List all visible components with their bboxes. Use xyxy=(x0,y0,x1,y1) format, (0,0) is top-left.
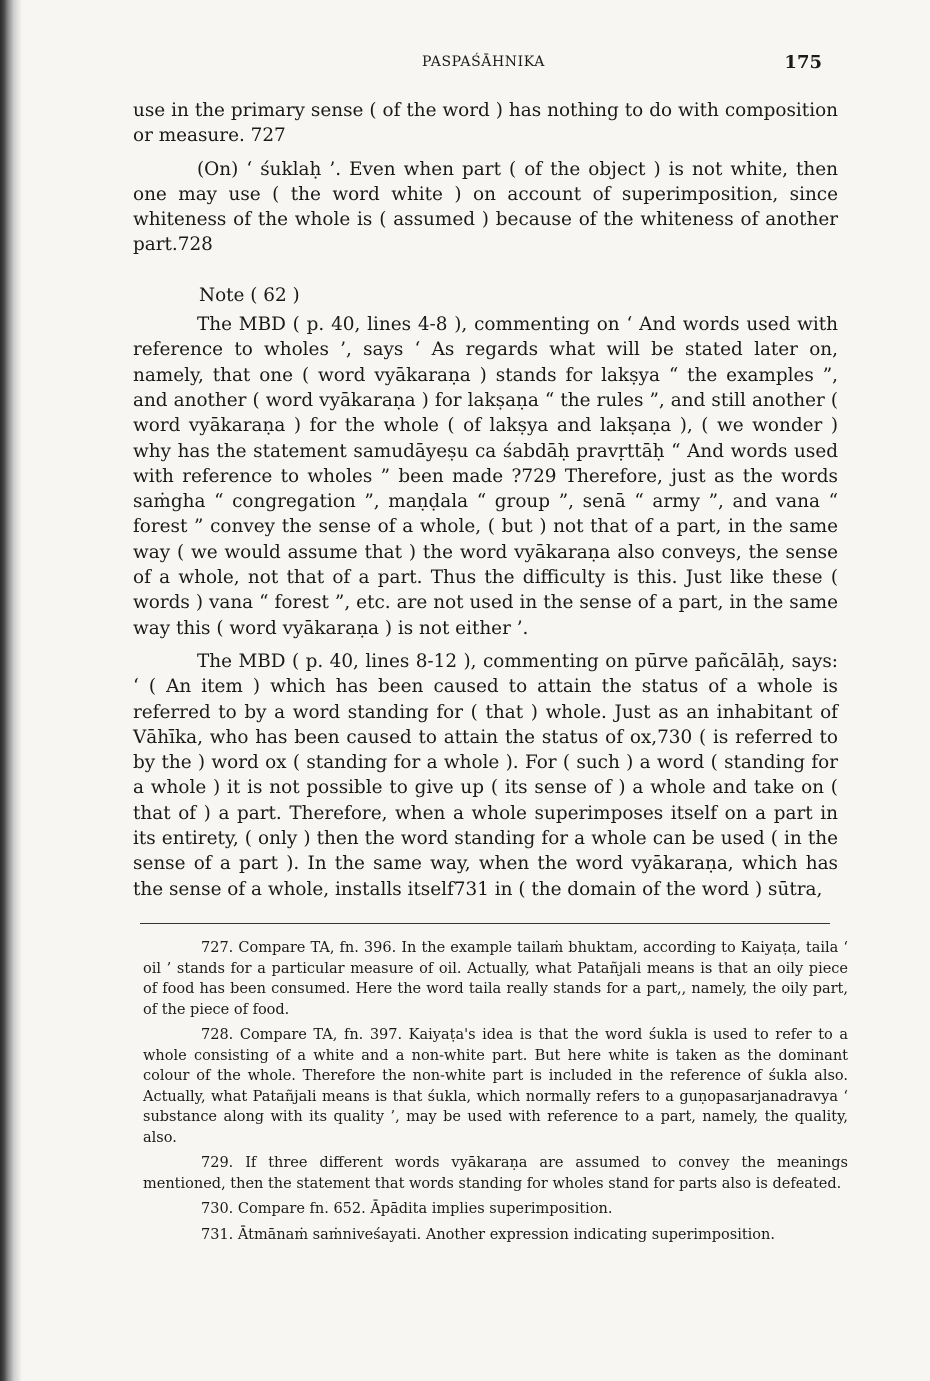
body-text xyxy=(133,98,838,902)
paragraph-mbd-2: The MBD ( p. 40, lines 8-12 ), commenting on pūrve pañcālāḥ, says: ‘ ( An item ) which has been caused to attain the status of a whole is referred to by a word standing for ( that ) whole. Just as an inhabitant of Vāhīka, who has been caused to attain the status of ox,730 ( is referred to by the ) word ox ( standing for a whole ). For ( such ) a word ( standing for a whole ) it is not possible to give up ( its sense of ) a whole and take on ( that of ) a part. Therefore, when a whole superimposes itself on a part in its entirety, ( only ) then the word standing for a whole can be used ( in the sense of a part ). In the same way, when the word vyākaraṇa, which has the sense of a whole, installs itself731 in ( the domain of the word ) sūtra, xyxy=(133,650,838,900)
paragraph-continuation: use in the primary sense ( of the word ) has nothing to do with composition or measure. 727 xyxy=(133,100,838,147)
paragraph-mbd-1: The MBD ( p. 40, lines 4-8 ), commenting on ‘ And words used with reference to wholes ’, says ‘ As regards what will be stated later on, namely, that one ( word vyākaraṇa ) stands for lakṣya “ the examples ”, and another ( word vyākaraṇa ) for lakṣaṇa “ the rules ”, and still another ( word vyākaraṇa ) for the whole ( of lakṣya and lakṣaṇa ), ( we wonder ) why has the statement samudāyeṣu ca śabdāḥ pravṛttāḥ “ And words used with reference to wholes ” been made ?729 Therefore, just as the words saṁgha “ congregation ”, maṇḍala “ group ”, senā “ army ”, and vana “ forest ” convey the sense of a whole, ( but ) not that of a part, in the same way ( we would assume that ) the word vyākaraṇa also conveys, the sense of a whole, not that of a part. Thus the difficulty is this. Just like these ( words ) vana “ forest ”, etc. are not used in the sense of a part, in the same way this ( word vyākaraṇa ) is not either ’. xyxy=(133,314,838,639)
running-head: PASPAŚĀHNIKA xyxy=(422,54,545,70)
footnote-separator xyxy=(140,923,830,924)
footnote-729: 729. If three different words vyākaraṇa are assumed to convey the meanings mentioned, then the statement that words standing for wholes stand for parts also is defeated. xyxy=(143,1155,848,1192)
page-binding-shadow xyxy=(0,0,22,1381)
page-header xyxy=(130,52,830,76)
footnote-731: 731. Ātmānaṁ saṁniveśayati. Another expression indicating superimposition. xyxy=(201,1226,775,1243)
footnote-730: 730. Compare fn. 652. Āpādita implies superimposition. xyxy=(201,1201,613,1217)
footnotes xyxy=(143,938,848,1250)
note-heading: Note ( 62 ) xyxy=(199,284,300,306)
footnote-727: 727. Compare TA, fn. 396. In the example tailaṁ bhuktam, according to Kaiyaṭa, taila ‘ oil ’ stands for a particular measure of oil. Actually, what Patañjali means is that an oily piece of food has been consumed. Here the word taila really stands for a part,, namely, the oily part, of the piece of food. xyxy=(143,940,848,1018)
footnote-728: 728. Compare TA, fn. 397. Kaiyaṭa's idea is that the word śukla is used to refer to a whole consisting of a white and a non-white part. But here white is taken as the dominant colour of the whole. Therefore the non-white part is included in the reference of śukla also. Actually, what Patañjali means is that śukla, which normally refers to a guṇopasarjanadravya ‘ substance along with its quality ’, may be used with reference to a part, namely, the quality, also. xyxy=(143,1027,848,1146)
paragraph-shukla: (On) ‘ śuklaḥ ’. Even when part ( of the object ) is not white, then one may use ( the word white ) on account of superimposition, since whiteness of the whole is ( assumed ) because of the whiteness of another part.728 xyxy=(133,158,838,256)
page-number: 175 xyxy=(784,52,822,73)
